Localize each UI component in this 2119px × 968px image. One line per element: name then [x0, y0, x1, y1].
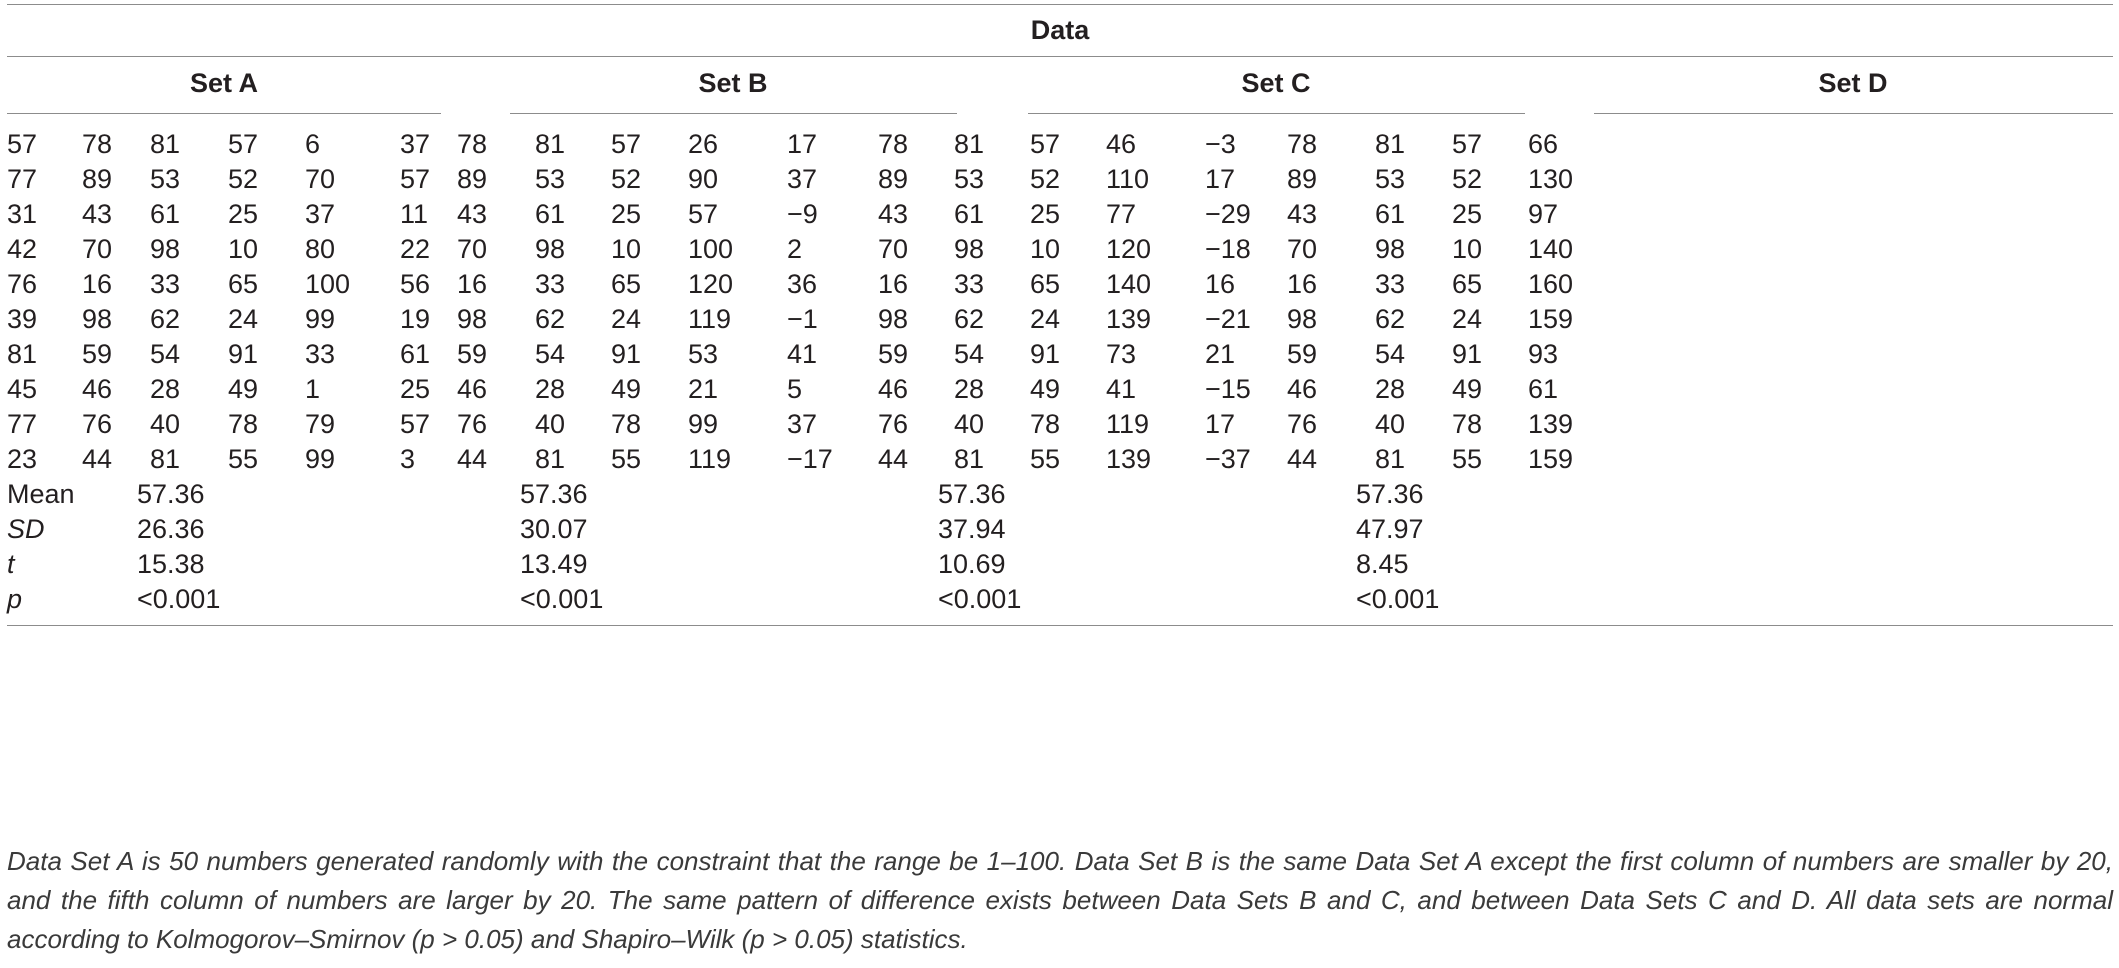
- cell-set-d: 160: [1528, 269, 1574, 299]
- cell-set-b: 57: [400, 164, 431, 194]
- cell-set-b: 57: [611, 129, 642, 159]
- stat-t-set-c: 10.69: [938, 549, 1006, 579]
- cell-set-b: 53: [535, 164, 566, 194]
- cell-set-a: 43: [82, 199, 113, 229]
- cell-set-d: 98: [1375, 234, 1406, 264]
- cell-set-a: 77: [7, 164, 38, 194]
- cell-set-d: 70: [1287, 234, 1318, 264]
- cell-set-d: −37: [1205, 444, 1251, 474]
- cell-set-d: 49: [1452, 374, 1483, 404]
- set-b-header: Set B: [698, 68, 768, 98]
- cell-set-b: 57: [688, 199, 719, 229]
- cell-set-c: 28: [954, 374, 985, 404]
- cell-set-d: 24: [1452, 304, 1483, 334]
- cell-set-d: 61: [1528, 374, 1559, 404]
- cell-set-b: 40: [535, 409, 566, 439]
- cell-set-d: −21: [1205, 304, 1251, 334]
- cell-set-c: 55: [1030, 444, 1061, 474]
- cell-set-b: 25: [400, 374, 431, 404]
- cell-set-a: 65: [228, 269, 259, 299]
- cell-set-a: 24: [228, 304, 259, 334]
- cell-set-a: 54: [150, 339, 181, 369]
- cell-set-b: 52: [611, 164, 642, 194]
- cell-set-a: 46: [82, 374, 113, 404]
- cell-set-c: 61: [954, 199, 985, 229]
- cell-set-c: −9: [787, 199, 818, 229]
- cell-set-a: 62: [150, 304, 181, 334]
- cell-set-b: 61: [400, 339, 431, 369]
- cell-set-c: 70: [878, 234, 909, 264]
- cell-set-d: 44: [1287, 444, 1318, 474]
- cell-set-c: 16: [878, 269, 909, 299]
- cell-set-c: 53: [954, 164, 985, 194]
- cell-set-d: 62: [1375, 304, 1406, 334]
- stat-mean-set-d: 57.36: [1356, 479, 1424, 509]
- cell-set-a: 78: [82, 129, 113, 159]
- cell-set-c: 57: [1030, 129, 1061, 159]
- cell-set-a: 70: [82, 234, 113, 264]
- table-title: Data: [1030, 15, 1090, 45]
- cell-set-d: 17: [1205, 409, 1236, 439]
- cell-set-a: 99: [305, 444, 336, 474]
- cell-set-b: 3: [400, 444, 416, 474]
- stat-p-set-c: <0.001: [938, 584, 1022, 614]
- cell-set-c: 139: [1106, 444, 1152, 474]
- cell-set-c: −17: [787, 444, 833, 474]
- cell-set-b: 56: [400, 269, 431, 299]
- cell-set-c: 62: [954, 304, 985, 334]
- cell-set-a: 79: [305, 409, 336, 439]
- stat-sd-set-c: 37.94: [938, 514, 1006, 544]
- cell-set-c: 10: [1030, 234, 1061, 264]
- cell-set-a: 89: [82, 164, 113, 194]
- cell-set-c: 140: [1106, 269, 1152, 299]
- cell-set-c: 77: [1106, 199, 1137, 229]
- cell-set-a: 81: [150, 444, 181, 474]
- cell-set-d: 46: [1287, 374, 1318, 404]
- cell-set-c: 98: [878, 304, 909, 334]
- cell-set-d: 66: [1528, 129, 1559, 159]
- cell-set-c: 78: [878, 129, 909, 159]
- cell-set-a: 40: [150, 409, 181, 439]
- cell-set-c: 78: [1030, 409, 1061, 439]
- cell-set-d: 10: [1452, 234, 1483, 264]
- cell-set-d: 97: [1528, 199, 1559, 229]
- set-a-underline: [7, 113, 441, 114]
- cell-set-a: 55: [228, 444, 259, 474]
- cell-set-c: 37: [787, 164, 818, 194]
- top-rule: [7, 4, 2113, 5]
- cell-set-b: 25: [611, 199, 642, 229]
- cell-set-a: 91: [228, 339, 259, 369]
- cell-set-c: 120: [1106, 234, 1152, 264]
- cell-set-c: 41: [787, 339, 818, 369]
- cell-set-d: −29: [1205, 199, 1251, 229]
- cell-set-a: 99: [305, 304, 336, 334]
- cell-set-c: 54: [954, 339, 985, 369]
- cell-set-c: 76: [878, 409, 909, 439]
- cell-set-b: 55: [611, 444, 642, 474]
- cell-set-d: 93: [1528, 339, 1559, 369]
- set-c-header: Set C: [1241, 68, 1311, 98]
- cell-set-c: 37: [787, 409, 818, 439]
- cell-set-c: 139: [1106, 304, 1152, 334]
- cell-set-b: 44: [457, 444, 488, 474]
- cell-set-a: 81: [150, 129, 181, 159]
- cell-set-b: 70: [457, 234, 488, 264]
- cell-set-d: 130: [1528, 164, 1574, 194]
- stat-sd-set-b: 30.07: [520, 514, 588, 544]
- cell-set-c: 43: [878, 199, 909, 229]
- cell-set-b: 89: [457, 164, 488, 194]
- stat-p-set-b: <0.001: [520, 584, 604, 614]
- stat-p-set-a: <0.001: [137, 584, 221, 614]
- cell-set-b: 26: [688, 129, 719, 159]
- cell-set-b: 61: [535, 199, 566, 229]
- cell-set-c: 59: [878, 339, 909, 369]
- cell-set-d: 81: [1375, 129, 1406, 159]
- cell-set-b: 100: [688, 234, 734, 264]
- cell-set-a: 98: [150, 234, 181, 264]
- stat-sd-set-a: 26.36: [137, 514, 205, 544]
- cell-set-a: 80: [305, 234, 336, 264]
- cell-set-c: 17: [787, 129, 818, 159]
- set-b-underline: [510, 113, 957, 114]
- cell-set-b: 21: [688, 374, 719, 404]
- cell-set-d: 81: [1375, 444, 1406, 474]
- cell-set-d: 53: [1375, 164, 1406, 194]
- cell-set-b: 11: [400, 199, 429, 229]
- cell-set-b: 81: [535, 129, 566, 159]
- cell-set-d: 21: [1205, 339, 1236, 369]
- cell-set-d: −18: [1205, 234, 1251, 264]
- stat-t-set-b: 13.49: [520, 549, 588, 579]
- cell-set-d: 17: [1205, 164, 1236, 194]
- cell-set-c: 98: [954, 234, 985, 264]
- cell-set-b: 46: [457, 374, 488, 404]
- cell-set-a: 42: [7, 234, 38, 264]
- cell-set-d: 16: [1205, 269, 1236, 299]
- cell-set-a: 44: [82, 444, 113, 474]
- cell-set-c: 89: [878, 164, 909, 194]
- bottom-rule: [7, 625, 2113, 626]
- cell-set-b: 59: [457, 339, 488, 369]
- cell-set-c: 73: [1106, 339, 1137, 369]
- cell-set-d: 57: [1452, 129, 1483, 159]
- cell-set-b: 78: [457, 129, 488, 159]
- cell-set-b: 90: [688, 164, 719, 194]
- cell-set-b: 119: [688, 304, 732, 334]
- set-c-underline: [1028, 113, 1525, 114]
- cell-set-b: 19: [400, 304, 431, 334]
- cell-set-c: 46: [1106, 129, 1137, 159]
- cell-set-a: 31: [7, 199, 38, 229]
- cell-set-b: 81: [535, 444, 566, 474]
- stat-mean-set-c: 57.36: [938, 479, 1006, 509]
- cell-set-d: 139: [1528, 409, 1574, 439]
- cell-set-b: 57: [400, 409, 431, 439]
- cell-set-d: −3: [1205, 129, 1236, 159]
- cell-set-c: 36: [787, 269, 818, 299]
- cell-set-a: 10: [228, 234, 259, 264]
- cell-set-b: 99: [688, 409, 719, 439]
- cell-set-b: 43: [457, 199, 488, 229]
- title-rule: [7, 56, 2113, 57]
- cell-set-d: 25: [1452, 199, 1483, 229]
- cell-set-a: 25: [228, 199, 259, 229]
- cell-set-a: 33: [150, 269, 181, 299]
- cell-set-a: 77: [7, 409, 38, 439]
- cell-set-a: 98: [82, 304, 113, 334]
- stat-mean-set-b: 57.36: [520, 479, 588, 509]
- cell-set-d: 40: [1375, 409, 1406, 439]
- stat-label-sd: SD: [7, 514, 45, 544]
- cell-set-b: 78: [611, 409, 642, 439]
- cell-set-c: 33: [954, 269, 985, 299]
- cell-set-d: 91: [1452, 339, 1483, 369]
- cell-set-a: 61: [150, 199, 181, 229]
- cell-set-c: 110: [1106, 164, 1150, 194]
- cell-set-d: 55: [1452, 444, 1483, 474]
- cell-set-c: 49: [1030, 374, 1061, 404]
- cell-set-d: 140: [1528, 234, 1574, 264]
- cell-set-d: 76: [1287, 409, 1318, 439]
- cell-set-c: 52: [1030, 164, 1061, 194]
- cell-set-a: 100: [305, 269, 351, 299]
- cell-set-d: 16: [1287, 269, 1318, 299]
- cell-set-c: 81: [954, 129, 985, 159]
- cell-set-b: 98: [535, 234, 566, 264]
- cell-set-d: 52: [1452, 164, 1483, 194]
- cell-set-c: 91: [1030, 339, 1061, 369]
- cell-set-b: 37: [400, 129, 431, 159]
- cell-set-b: 76: [457, 409, 488, 439]
- cell-set-a: 76: [82, 409, 113, 439]
- cell-set-a: 28: [150, 374, 181, 404]
- cell-set-a: 37: [305, 199, 336, 229]
- cell-set-b: 120: [688, 269, 734, 299]
- cell-set-d: 28: [1375, 374, 1406, 404]
- cell-set-d: 159: [1528, 304, 1574, 334]
- stat-t-set-a: 15.38: [137, 549, 205, 579]
- cell-set-d: 78: [1287, 129, 1318, 159]
- cell-set-c: 119: [1106, 409, 1150, 439]
- cell-set-c: 81: [954, 444, 985, 474]
- cell-set-d: 33: [1375, 269, 1406, 299]
- cell-set-b: 98: [457, 304, 488, 334]
- cell-set-b: 65: [611, 269, 642, 299]
- cell-set-c: 5: [787, 374, 803, 404]
- cell-set-d: 54: [1375, 339, 1406, 369]
- cell-set-c: 40: [954, 409, 985, 439]
- cell-set-b: 22: [400, 234, 431, 264]
- cell-set-d: 59: [1287, 339, 1318, 369]
- cell-set-d: −15: [1205, 374, 1251, 404]
- set-d-underline: [1594, 113, 2113, 114]
- cell-set-b: 28: [535, 374, 566, 404]
- cell-set-a: 53: [150, 164, 181, 194]
- cell-set-a: 6: [305, 129, 321, 159]
- cell-set-a: 59: [82, 339, 113, 369]
- cell-set-b: 54: [535, 339, 566, 369]
- cell-set-d: 89: [1287, 164, 1318, 194]
- cell-set-d: 43: [1287, 199, 1318, 229]
- cell-set-a: 57: [228, 129, 259, 159]
- cell-set-b: 53: [688, 339, 719, 369]
- cell-set-a: 33: [305, 339, 336, 369]
- cell-set-a: 1: [305, 374, 321, 404]
- cell-set-b: 33: [535, 269, 566, 299]
- cell-set-d: 61: [1375, 199, 1406, 229]
- cell-set-c: 2: [787, 234, 803, 264]
- cell-set-a: 49: [228, 374, 259, 404]
- cell-set-a: 76: [7, 269, 38, 299]
- set-d-header: Set D: [1818, 68, 1888, 98]
- cell-set-c: 24: [1030, 304, 1061, 334]
- cell-set-a: 52: [228, 164, 259, 194]
- cell-set-b: 10: [611, 234, 642, 264]
- table-footnote: Data Set A is 50 numbers generated randomly with the constraint that the range be 1–100. Data Set B is the same Data Set A except the first column of numbers are smaller by 20, and the fifth column of numbers are larger by 20. The same pattern of difference exists between Data Sets B and C, and between Data Sets C and D. All data sets are normal according to Kolmogorov–Smirnov (p > 0.05) and Shapiro–Wilk (p > 0.05) statistics.: [7, 846, 2113, 954]
- cell-set-a: 78: [228, 409, 259, 439]
- stat-sd-set-d: 47.97: [1356, 514, 1424, 544]
- set-a-header: Set A: [189, 68, 259, 98]
- stat-label-p: p: [7, 584, 23, 614]
- cell-set-b: 119: [688, 444, 732, 474]
- cell-set-c: 25: [1030, 199, 1061, 229]
- cell-set-d: 159: [1528, 444, 1574, 474]
- cell-set-c: 44: [878, 444, 909, 474]
- cell-set-b: 62: [535, 304, 566, 334]
- cell-set-b: 16: [457, 269, 488, 299]
- cell-set-c: −1: [787, 304, 818, 334]
- cell-set-b: 49: [611, 374, 642, 404]
- stat-label-t: t: [7, 549, 15, 579]
- cell-set-a: 45: [7, 374, 38, 404]
- cell-set-a: 57: [7, 129, 38, 159]
- cell-set-c: 46: [878, 374, 909, 404]
- cell-set-c: 41: [1106, 374, 1137, 404]
- stat-t-set-d: 8.45: [1356, 549, 1409, 579]
- cell-set-c: 65: [1030, 269, 1061, 299]
- stat-label-mean: Mean: [7, 479, 75, 509]
- cell-set-a: 39: [7, 304, 38, 334]
- cell-set-a: 16: [82, 269, 113, 299]
- cell-set-b: 24: [611, 304, 642, 334]
- cell-set-d: 65: [1452, 269, 1483, 299]
- cell-set-b: 91: [611, 339, 642, 369]
- cell-set-d: 78: [1452, 409, 1483, 439]
- cell-set-a: 70: [305, 164, 336, 194]
- stat-mean-set-a: 57.36: [137, 479, 205, 509]
- cell-set-a: 23: [7, 444, 38, 474]
- stat-p-set-d: <0.001: [1356, 584, 1440, 614]
- cell-set-d: 98: [1287, 304, 1318, 334]
- cell-set-a: 81: [7, 339, 38, 369]
